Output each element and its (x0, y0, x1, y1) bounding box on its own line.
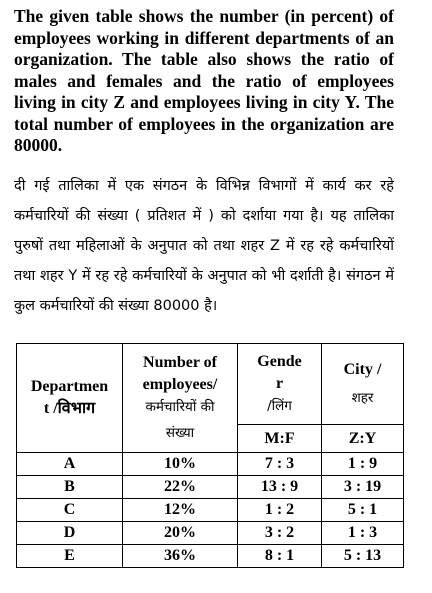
header-city (322, 344, 404, 425)
cell-department: A (17, 453, 123, 476)
header-gender (238, 344, 322, 425)
cell-department: E (17, 545, 123, 568)
cell-employees: 10% (123, 453, 238, 476)
cell-employees: 36% (123, 545, 238, 568)
cell-city: 1 : 9 (322, 453, 404, 476)
cell-gender: 3 : 2 (238, 522, 322, 545)
cell-employees: 20% (123, 522, 238, 545)
cell-department: C (17, 499, 123, 522)
cell-city: 5 : 1 (322, 499, 404, 522)
question-text-english: The given table shows the number (in percent) of employees working in different departments of an organization. The table also shows the ratio of males and females and the ratio of employees living in city Z and employees living in city Y. The total number of employees in the organization are 80000. (14, 6, 394, 155)
cell-department: D (17, 522, 123, 545)
table-header-row (17, 344, 404, 425)
cell-city: 3 : 19 (322, 476, 404, 499)
cell-gender: 1 : 2 (238, 499, 322, 522)
header-employees (123, 344, 238, 453)
table-row (17, 522, 404, 545)
question-text-hindi: दी गई तालिका में एक संगठन के विभिन्न विभागों में कार्य कर रहे कर्मचारियों की संख्या ( प्रतिशत में ) को दर्शाया गया है। यह तालिका पुरुषों तथा महिलाओं के अनुपात को तथा शहर Z में रह रहे कर्मचारियों तथा शहर Y में रह रहे कर्मचारियों के अनुपात को भी दर्शाती है। संगठन में कुल कर्मचारियों की संख्या 80000 है। (14, 178, 394, 314)
cell-gender: 7 : 3 (238, 453, 322, 476)
cell-city: 5 : 13 (322, 545, 404, 568)
table-row (17, 453, 404, 476)
header-employees-line4: संख्या (165, 425, 195, 441)
cell-city: 1 : 3 (322, 522, 404, 545)
header-department (17, 344, 123, 453)
table-row (17, 476, 404, 499)
data-table (16, 343, 404, 568)
header-gender-line2: r (275, 375, 284, 392)
cell-employees: 22% (123, 476, 238, 499)
header-gender-line3: /लिंग (267, 398, 292, 414)
cell-employees: 12% (123, 499, 238, 522)
header-department-line1: Departmen (30, 378, 109, 395)
table-row (17, 499, 404, 522)
header-employees-line3: कर्मचारियों की (145, 399, 215, 415)
subheader-gender-ratio: M:F (238, 425, 322, 453)
header-gender-line1: Gende (257, 353, 302, 370)
cell-gender: 8 : 1 (238, 545, 322, 568)
header-city-line2: शहर (351, 390, 374, 406)
header-city-line1: City / (343, 361, 382, 378)
table-row (17, 545, 404, 568)
subheader-city-ratio: Z:Y (322, 425, 404, 453)
cell-gender: 13 : 9 (238, 476, 322, 499)
cell-department: B (17, 476, 123, 499)
header-department-line2: t /विभाग (43, 400, 96, 417)
header-employees-line2: employees/ (142, 376, 218, 393)
header-employees-line1: Number of (143, 354, 217, 371)
